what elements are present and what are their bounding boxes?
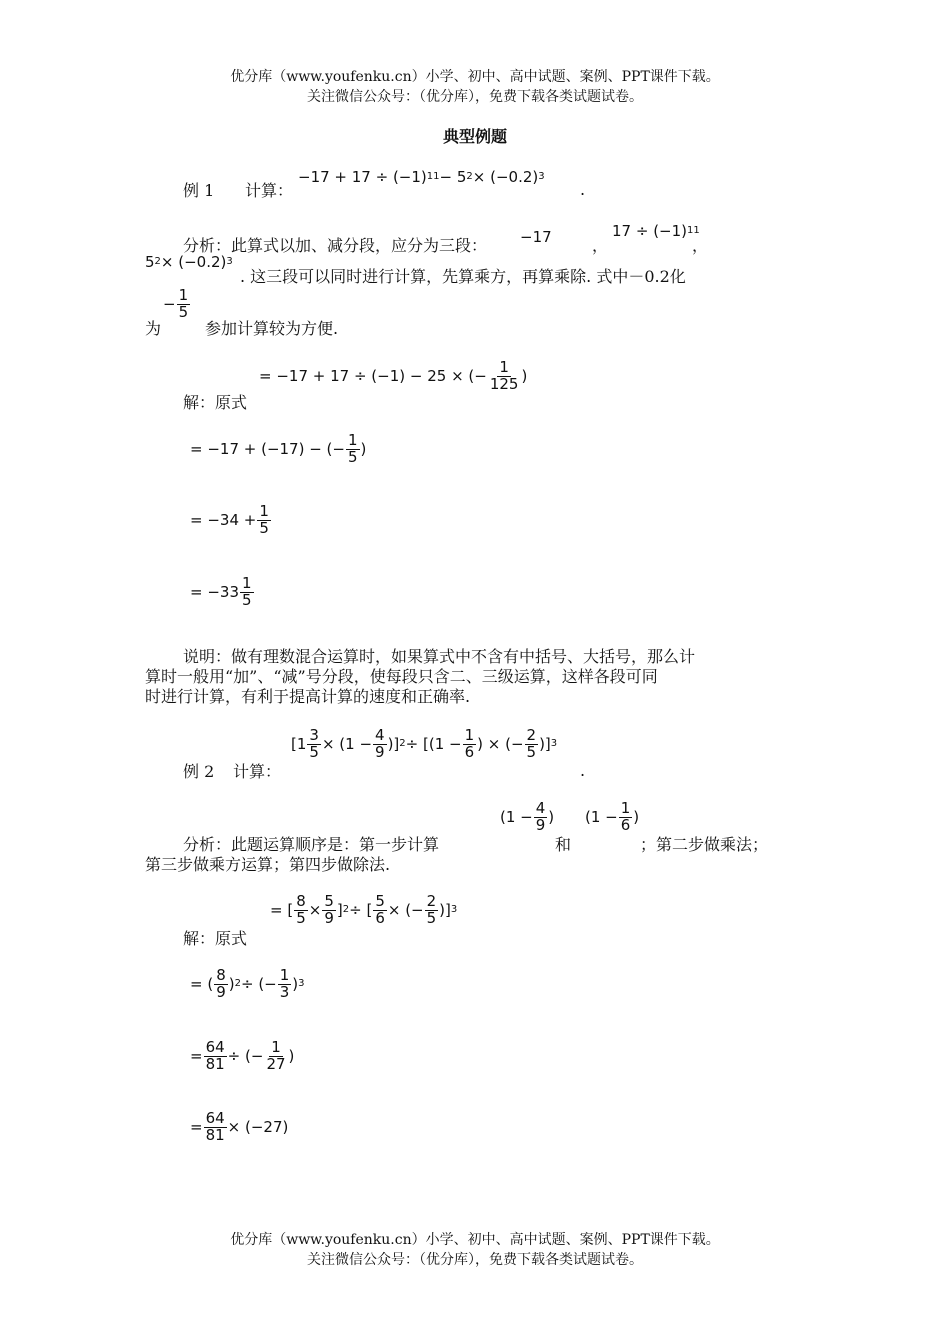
ex1-segment-2: 17 ÷ (−1) 11 xyxy=(612,222,700,240)
ex2-term-2: (1 − $\frac{1}{6}$ ) xyxy=(585,799,640,834)
ex2-solution-label: 解：原式 xyxy=(183,929,248,948)
ex1-prompt: 计算： xyxy=(245,181,294,200)
ex2-step-2: = ( $\frac{8}{9}$ ) 2 ÷ (− $\frac{1}{3}$ ) 3 xyxy=(190,966,305,1001)
ex1-end: . xyxy=(580,180,586,199)
ex2-analysis-c: ；第二步做乘法； xyxy=(640,835,769,854)
header-line-1: 优分库（www.youfenku.cn）小学、初中、高中试题、案例、PPT课件下载。 xyxy=(230,69,720,85)
footer-line-1: 优分库（www.youfenku.cn）小学、初中、高中试题、案例、PPT课件下载。 xyxy=(230,1232,720,1248)
note-line-2: 算时一般用“加”、“减”号分段，使每段只含二、三级运算，这样各段可同 xyxy=(145,667,658,686)
page-title: 典型例题 xyxy=(442,127,507,146)
header-line-2: 关注微信公众号：（优分库），免费下载各类试题试卷。 xyxy=(307,89,643,105)
ex1-analysis-d: . 这三段可以同时进行计算，先算乘方，再算乘除. 式中－0.2化 xyxy=(240,267,686,286)
ex1-step-3: = −34 + $\frac{1}{5}$ xyxy=(190,502,269,537)
ex1-analysis-b: ， xyxy=(592,236,609,255)
ex1-expression: −17 + 17 ÷ (−1) 11 − 5 2 × (−0.2) 3 xyxy=(298,168,545,186)
ex2-step-1: = [ $\frac{8}{5}$ × $\frac{5}{9}$ ] 2 ÷ [ $\frac{5}{6}$ × (− $\frac{2}{5}$ )] 3 xyxy=(270,892,458,927)
note-line-3: 时进行计算，有利于提高计算的速度和正确率. xyxy=(145,687,471,706)
ex1-neg-one-fifth: − $\frac{1}{5}$ xyxy=(163,286,189,321)
note-line-1: 说明：做有理数混合运算时，如果算式中不含有中括号、大括号，那么计 xyxy=(183,647,696,666)
ex2-step-4: = $\frac{64}{81}$ × (−27) xyxy=(190,1109,289,1144)
ex1-step-4: = −33 $\frac{1}{5}$ xyxy=(190,574,252,609)
ex1-label: 例 1 xyxy=(183,181,215,200)
ex2-term-1: (1 − $\frac{4}{9}$ ) xyxy=(500,799,555,834)
ex1-analysis-c: ， xyxy=(692,236,709,255)
ex1-step-1: = −17 + 17 ÷ (−1) − 25 × (− $\frac{1}{125}$ ) xyxy=(259,358,528,393)
ex1-analysis-a: 分析：此算式以加、减分段，应分为三段： xyxy=(183,236,488,255)
ex1-solution-label: 解：原式 xyxy=(183,393,248,412)
ex1-analysis-e: 为 xyxy=(145,319,162,338)
ex1-segment-3: 5 2 × (−0.2) 3 xyxy=(145,253,233,271)
ex1-analysis-f: 参加计算较为方便. xyxy=(205,319,339,338)
footer-line-2: 关注微信公众号：（优分库），免费下载各类试题试卷。 xyxy=(307,1252,643,1268)
ex1-step-2: = −17 + (−17) − (− $\frac{1}{5}$ ) xyxy=(190,431,367,466)
ex2-step-3: = $\frac{64}{81}$ ÷ (− $\frac{1}{27}$ ) xyxy=(190,1038,295,1073)
ex1-segment-1: −17 xyxy=(520,228,552,246)
ex2-analysis-b: 和 xyxy=(555,835,572,854)
ex2-analysis-d: 第三步做乘方运算；第四步做除法. xyxy=(145,855,391,874)
ex2-analysis-a: 分析：此题运算顺序是：第一步计算 xyxy=(183,835,440,854)
ex2-prompt: 计算： xyxy=(233,762,282,781)
ex2-end: . xyxy=(580,761,586,780)
ex2-expression: [1 $\frac{3}{5}$ × (1 − $\frac{4}{9}$ )] 2 ÷ [(1 − $\frac{1}{6}$ ) × (− $\frac{2}{5}$ )] 3 xyxy=(291,726,558,761)
ex2-label: 例 2 xyxy=(183,762,215,781)
